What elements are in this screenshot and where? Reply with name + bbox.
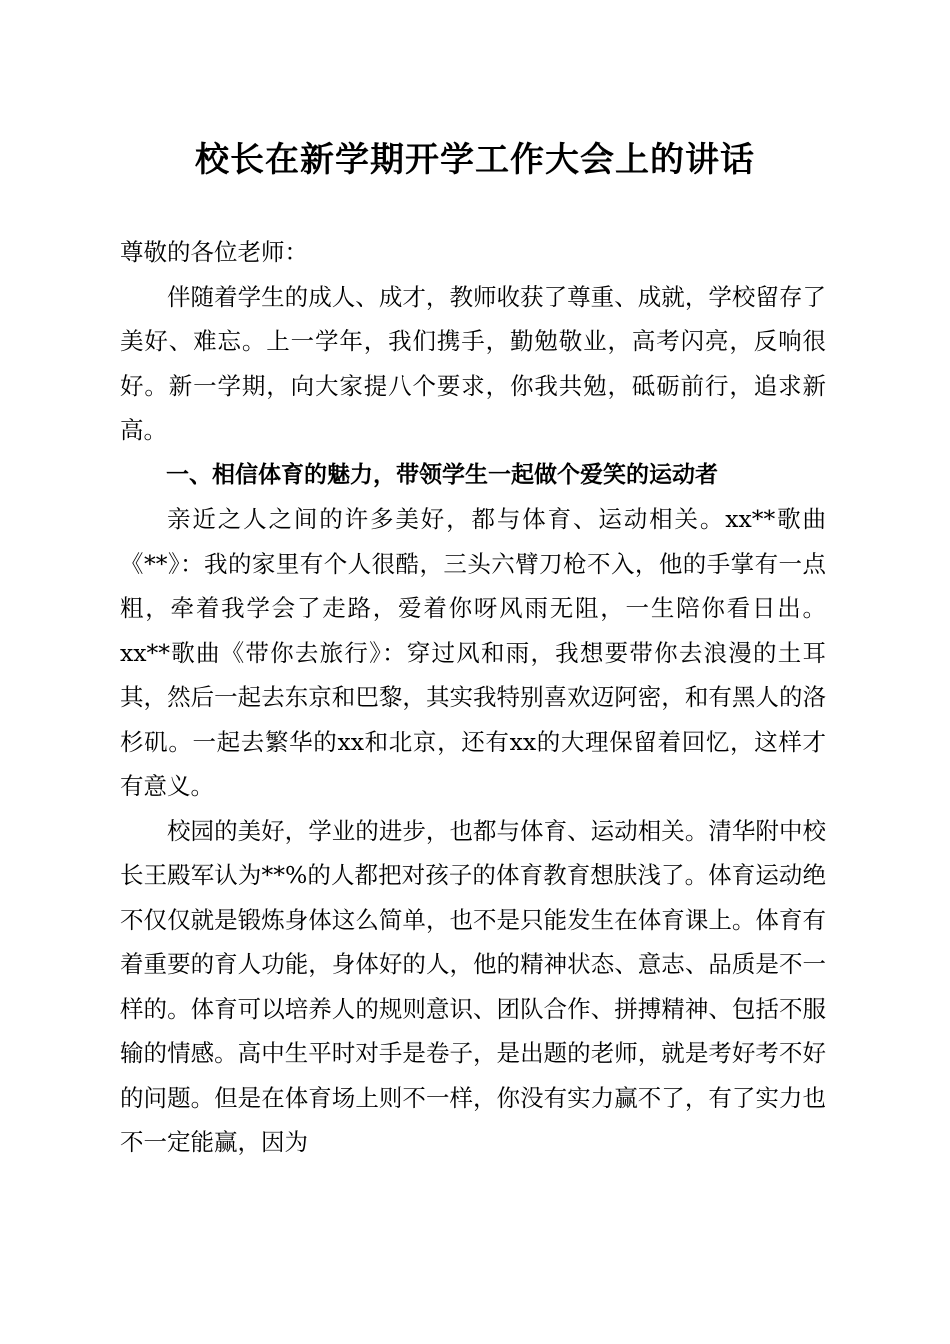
salutation: 尊敬的各位老师： xyxy=(120,238,308,266)
body-paragraph: 校园的美好，学业的进步，也都与体育、运动相关。清华附中校长王殿军认为**%的人都把对孩子的体育教育想肤浅了。体育运动绝不仅仅就是锻炼身体这么简单，也不是只能发生在体育课上。体育有着重要的育人功能，身体好的人，他的精神状态、意志、品质是不一样的。体育可以培养人的规则意识、团队合作、拼搏精神、包括不服输的情感。高中生平时对手是卷子，是出题的老师，就是考好考不好的问题。但是在体育场上则不一样，你没有实力赢不了，有了实力也不一定能赢，因为 xyxy=(120,816,826,1156)
document-title: 校长在新学期开学工作大会上的讲话 xyxy=(195,140,755,180)
body-paragraph: 亲近之人之间的许多美好，都与体育、运动相关。xx**歌曲《**》：我的家里有个人很酷，三头六臂刀枪不入，他的手掌有一点粗，牵着我学会了走路，爱着你呀风雨无阻，一生陪你看日出。xx**歌曲《带你去旅行》：穿过风和雨，我想要带你去浪漫的土耳其，然后一起去东京和巴黎，其实我特别喜欢迈阿密，和有黑人的洛杉矶。一起去繁华的xx和北京，还有xx的大理保留着回忆，这样才有意义。 xyxy=(120,505,826,800)
intro-paragraph: 伴随着学生的成人、成才，教师收获了尊重、成就，学校留存了美好、难忘。上一学年，我们携手，勤勉敬业，高考闪亮，反响很好。新一学期，向大家提八个要求，你我共勉，砥砺前行，追求新高。 xyxy=(120,282,826,444)
section-heading: 一、相信体育的魅力，带领学生一起做个爱笑的运动者 xyxy=(166,461,718,488)
document-body xyxy=(120,230,826,1165)
